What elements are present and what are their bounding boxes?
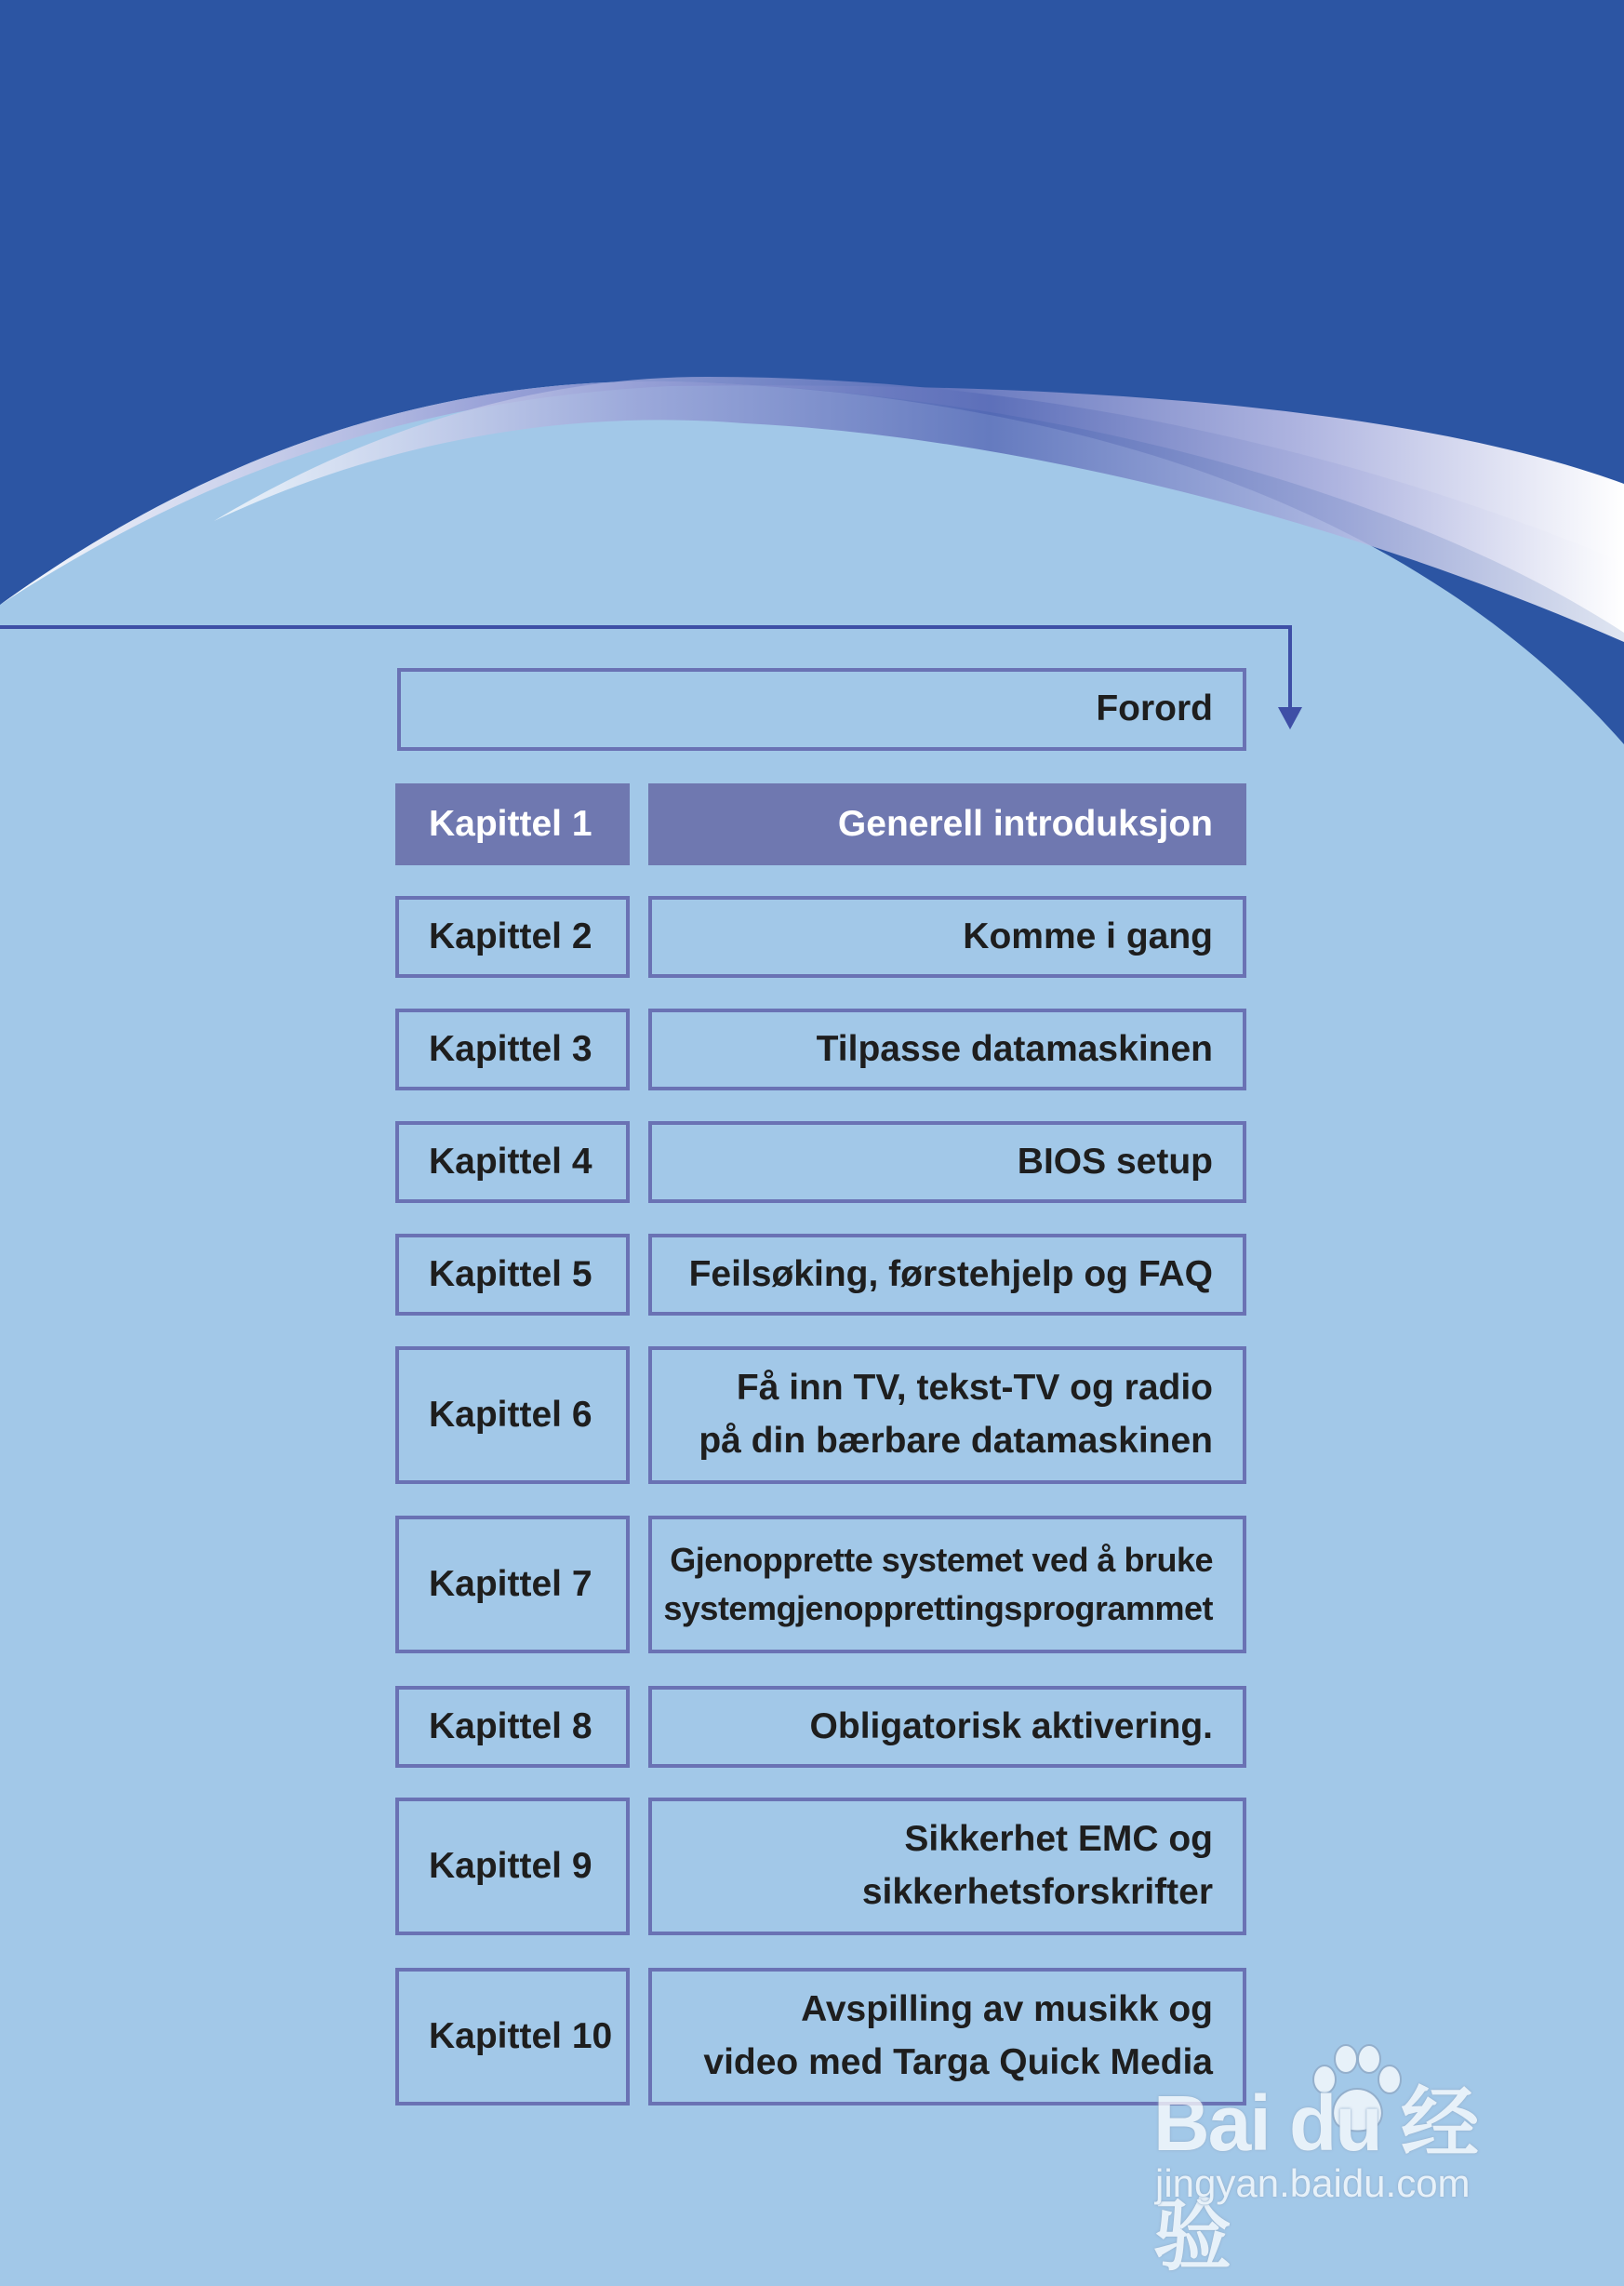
chapter-title-line: systemgjenopprettingsprogrammet bbox=[663, 1589, 1213, 1627]
chapter-title-text bbox=[963, 911, 1213, 964]
toc-preface-label: Forord bbox=[1096, 688, 1213, 729]
chapter-number-label: Kapittel 3 bbox=[429, 1028, 592, 1069]
chapter-number-label: Kapittel 2 bbox=[429, 916, 592, 956]
chapter-title-line: Sikkerhet EMC og bbox=[904, 1819, 1213, 1860]
watermark-url: jingyan.baidu.com bbox=[1155, 2161, 1471, 2205]
chapter-title-line: Avspilling av musikk og bbox=[801, 1989, 1213, 2030]
toc-chapter-title-2[interactable] bbox=[648, 896, 1246, 978]
chapter-number-label: Kapittel 9 bbox=[429, 1845, 592, 1886]
toc-chapter-title-8[interactable] bbox=[648, 1686, 1246, 1768]
chapter-title-line: Feilsøking, førstehjelp og FAQ bbox=[688, 1253, 1213, 1294]
toc-chapter-title-4[interactable] bbox=[648, 1121, 1246, 1203]
toc-chapter-title-6[interactable] bbox=[648, 1346, 1246, 1484]
baidu-jingyan-watermark bbox=[1153, 2042, 1525, 2279]
chapter-title-text bbox=[663, 1536, 1213, 1633]
toc-chapter-number-10[interactable] bbox=[395, 1968, 630, 2106]
toc-chapter-title-9[interactable] bbox=[648, 1798, 1246, 1935]
chapter-title-text bbox=[817, 1023, 1213, 1076]
chapter-title-line: sikkerhetsforskrifter bbox=[861, 1872, 1213, 1912]
chapter-title-text bbox=[810, 1701, 1213, 1754]
chapter-title-line: Generell introduksjon bbox=[837, 803, 1213, 844]
toc-chapter-number-5[interactable] bbox=[395, 1234, 630, 1316]
toc-chapter-number-4[interactable] bbox=[395, 1121, 630, 1203]
toc-chapter-number-9[interactable] bbox=[395, 1798, 630, 1935]
chapter-number-label: Kapittel 7 bbox=[429, 1563, 592, 1604]
toc-chapter-number-8[interactable] bbox=[395, 1686, 630, 1768]
toc-chapter-title-1[interactable] bbox=[648, 783, 1246, 865]
toc-chapter-title-3[interactable] bbox=[648, 1009, 1246, 1090]
chapter-title-line: Få inn TV, tekst-TV og radio bbox=[736, 1368, 1213, 1409]
chapter-number-label: Kapittel 1 bbox=[429, 803, 592, 844]
chapter-title-line: Obligatorisk aktivering. bbox=[809, 1705, 1213, 1746]
chapter-title-line: Tilpasse datamaskinen bbox=[816, 1028, 1213, 1069]
chapter-title-text bbox=[699, 1362, 1213, 1467]
toc-chapter-number-6[interactable] bbox=[395, 1346, 630, 1484]
chapter-title-line: på din bærbare datamaskinen bbox=[699, 1421, 1213, 1461]
toc-preface-box[interactable] bbox=[397, 668, 1246, 751]
chapter-title-line: Komme i gang bbox=[963, 916, 1213, 956]
toc-chapter-title-7[interactable] bbox=[648, 1516, 1246, 1653]
chapter-title-text bbox=[862, 1813, 1213, 1918]
chapter-number-label: Kapittel 8 bbox=[429, 1705, 592, 1746]
chapter-title-line: Gjenopprette systemet ved å bruke bbox=[670, 1540, 1213, 1579]
chapter-number-label: Kapittel 6 bbox=[429, 1394, 592, 1435]
chapter-title-line: video med Targa Quick Media bbox=[703, 2042, 1213, 2082]
watermark-logo-text: Bai du 经验 bbox=[1153, 2079, 1478, 2279]
toc-chapter-number-2[interactable] bbox=[395, 896, 630, 978]
toc-chapter-number-3[interactable] bbox=[395, 1009, 630, 1090]
chapter-number-label: Kapittel 4 bbox=[429, 1141, 592, 1182]
toc-chapter-number-1[interactable] bbox=[395, 783, 630, 865]
toc-chapter-title-5[interactable] bbox=[648, 1234, 1246, 1316]
toc-chapter-number-7[interactable] bbox=[395, 1516, 630, 1653]
chapter-title-text bbox=[703, 1984, 1213, 2089]
chapter-number-label: Kapittel 10 bbox=[429, 2015, 613, 2056]
chapter-number-label: Kapittel 5 bbox=[429, 1253, 592, 1294]
chapter-title-text bbox=[689, 1249, 1213, 1302]
chapter-title-text bbox=[1018, 1136, 1213, 1189]
chapter-title-text bbox=[838, 798, 1213, 851]
chapter-title-line: BIOS setup bbox=[1017, 1141, 1213, 1182]
